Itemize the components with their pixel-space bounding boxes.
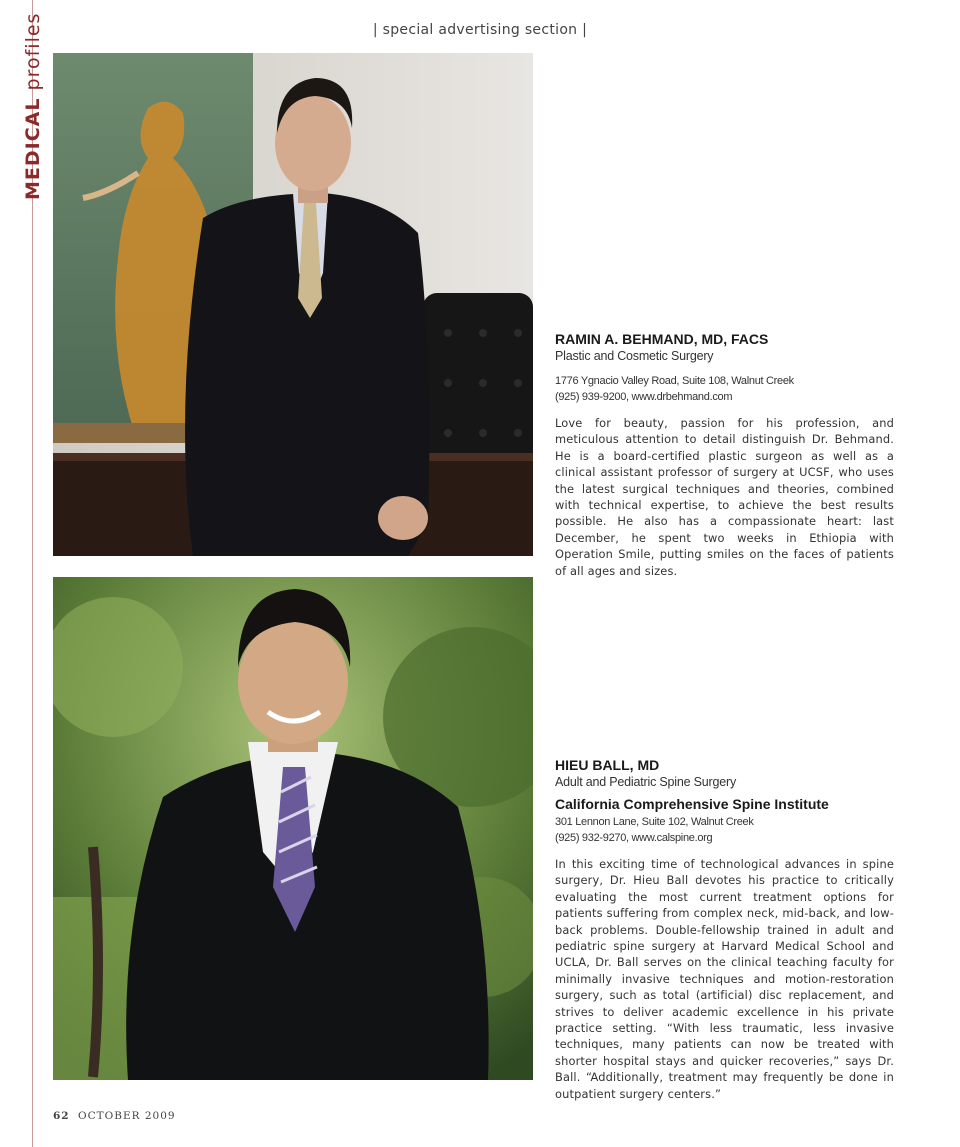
- address-line: 1776 Ygnacio Valley Road, Suite 108, Walnut Creek: [555, 375, 794, 387]
- doctor-photo-ball: [53, 577, 533, 1080]
- profile-body: Love for beauty, passion for his profession, and meticulous attention to detail distinguish Dr. Behmand. He is a board-certified plastic surgeon as well as a clinical assistant professor of surgery at UCSF, who uses the latest surgical techniques and theories, combined with technical expertise, to achieve the best results possible. He also has a compassionate heart: last December, he spent two weeks in Ethiopia with Operation Smile, putting smiles on the faces of patients of all ages and sizes.: [555, 416, 894, 578]
- doctor-specialty: Plastic and Cosmetic Surgery: [555, 349, 714, 363]
- profile-body: In this exciting time of technological advances in spine surgery, Dr. Hieu Ball devotes his practice to critically evaluating the most current treatment options for patients suffering from complex neck, mid-back, and low-back problems. Double-fellowship trained in adult and pediatric spine surgery at Harvard Medical School and UCLA, Dr. Ball serves on the clinical teaching faculty for minimally invasive techniques and motion-restoration surgery, such as total (artificial) disc replacement, and strives to deliver academic excellence in his private practice setting. “With less traumatic, less invasive techniques, many patients can now be treated with shorter hospital stays and quicker recoveries,” says Dr. Ball. “Additionally, treatment may frequently be done in outpatient surgery centers.”: [555, 857, 894, 1101]
- institute-name: California Comprehensive Spine Institute: [555, 796, 829, 812]
- doctor-specialty: Adult and Pediatric Spine Surgery: [555, 775, 737, 789]
- doctor-name: HIEU BALL, MD: [555, 757, 660, 773]
- page-header: | special advertising section |: [372, 22, 588, 38]
- issue-date: OCTOBER 2009: [77, 1110, 176, 1122]
- contact-line: (925) 939-9200, www.drbehmand.com: [555, 391, 733, 403]
- doctor-photo-behmand: [53, 53, 533, 556]
- page-footer: [53, 1110, 176, 1122]
- profile-ball: [555, 756, 894, 1102]
- section-label-strong: MEDICAL: [22, 97, 44, 200]
- address-line: 301 Lennon Lane, Suite 102, Walnut Creek: [555, 816, 754, 828]
- doctor-name: RAMIN A. BEHMAND, MD, FACS: [555, 331, 769, 347]
- page-number: 62: [53, 1110, 70, 1122]
- profile-behmand: [555, 330, 894, 579]
- contact-line: (925) 932-9270, www.calspine.org: [555, 832, 713, 844]
- section-label: [22, 13, 44, 200]
- section-label-light: profiles: [22, 12, 44, 91]
